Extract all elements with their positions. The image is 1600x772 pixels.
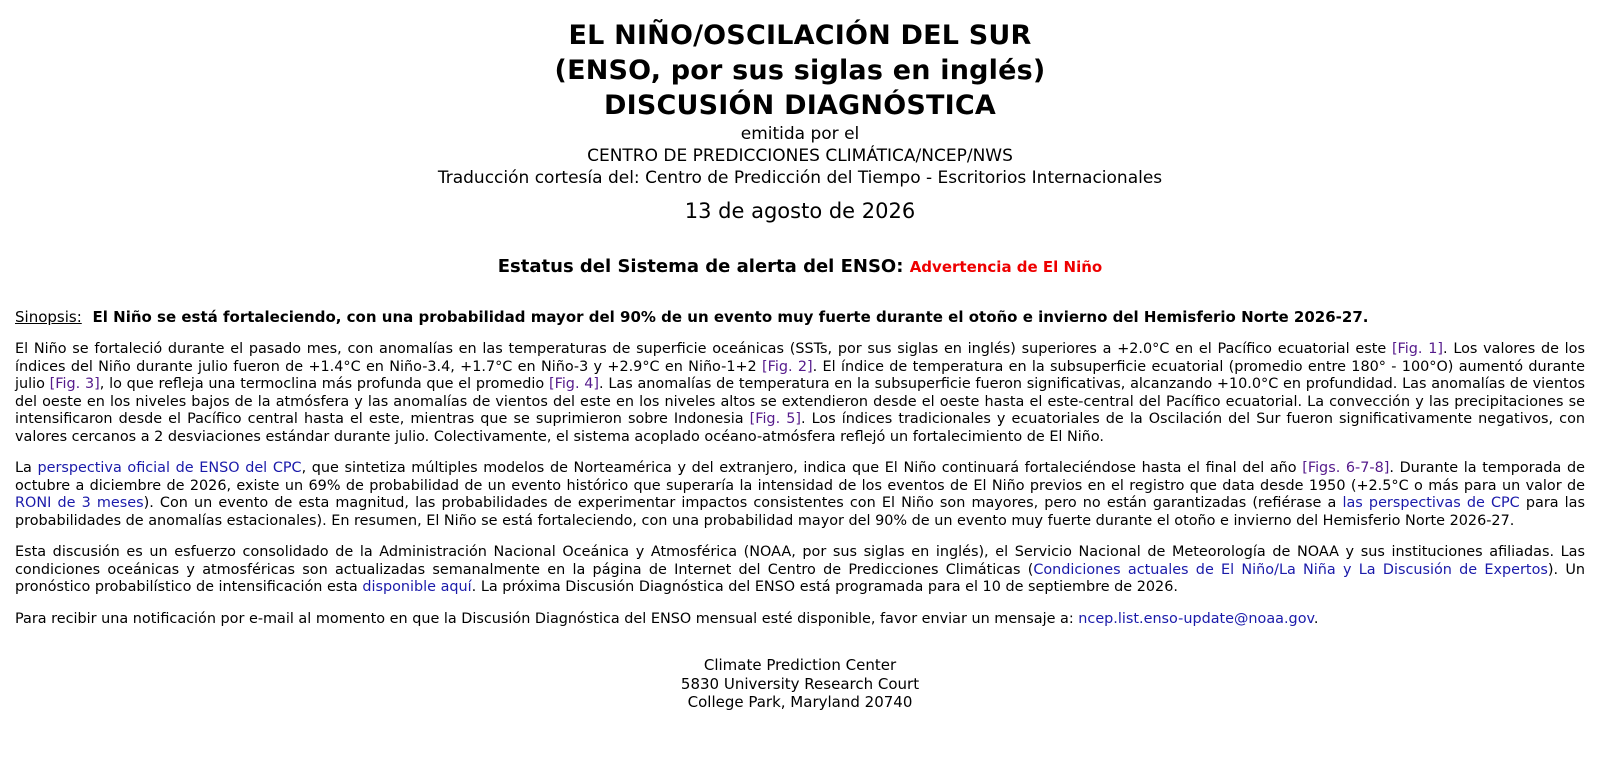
- p1-text: . Los valores de los índices del Niño durante julio fueron de +1.4°C en Niño-3.4, +1.7°C en Niño-3 y +2.9°C en Niño-1+2: [15, 341, 1585, 375]
- fig-5-link[interactable]: [Fig. 5]: [749, 411, 801, 427]
- translation-credit: Traducción cortesía del: Centro de Predicción del Tiempo - Escritorios Internacionales: [437, 168, 1163, 188]
- synopsis: [15, 307, 1585, 327]
- paragraph-about: [15, 544, 1585, 597]
- p2-text: para las probabilidades de anomalías estacionales). En resumen, El Niño se está fortaleciendo, con una probabilidad mayor del 90% de un evento muy fuerte durante el otoño e invierno del Hemisferio Norte 2026-27.: [15, 495, 1585, 529]
- footer-address: [15, 656, 1585, 712]
- issue-date: 13 de agosto de 2026: [684, 199, 916, 223]
- p1-text: , lo que refleja una termoclina más profunda que el promedio: [99, 376, 549, 392]
- paragraph-outlook: [15, 460, 1585, 530]
- p4-text: Para recibir una notificación por e-mail al momento en que la Discusión Diagnóstica del ENSO mensual esté disponible, favor enviar un mensaje a:: [15, 610, 1079, 627]
- email-link[interactable]: ncep.list.enso-update@noaa.gov: [1078, 610, 1314, 627]
- fig-4-link[interactable]: [Fig. 4]: [548, 376, 600, 392]
- fig-1-link[interactable]: [Fig. 1]: [1391, 341, 1443, 357]
- page-title-line-1: EL NIÑO/OSCILACIÓN DEL SUR: [568, 20, 1032, 51]
- figs-6-7-8-link[interactable]: [Figs. 6-7-8]: [1302, 460, 1390, 476]
- page-title-line-2: (ENSO, por sus siglas en inglés): [554, 55, 1046, 86]
- synopsis-text: El Niño se está fortaleciendo, con una probabilidad mayor del 90% de un evento muy fuerte durante el otoño e invierno del Hemisferio Norte 2026-27.: [92, 308, 1369, 326]
- synopsis-label: Sinopsis:: [15, 308, 82, 326]
- cpc-enso-outlook-link[interactable]: perspectiva oficial de ENSO del CPC: [37, 460, 302, 476]
- p1-text: El Niño se fortaleció durante el pasado mes, con anomalías en las temperaturas de superficie oceánicas (SSTs, por sus siglas en inglés) superiores a +2.0°C en el Pacífico ecuatorial este: [15, 341, 1392, 357]
- alert-status: [15, 255, 1585, 279]
- document-header: [15, 18, 1585, 225]
- alert-status-value: Advertencia de El Niño: [909, 258, 1103, 276]
- roni-link[interactable]: RONI de 3 meses: [15, 495, 144, 511]
- available-here-link[interactable]: disponible aquí: [362, 579, 472, 595]
- page-title-line-3: DISCUSIÓN DIAGNÓSTICA: [604, 90, 996, 121]
- issuing-center: CENTRO DE PREDICCIONES CLIMÁTICA/NCEP/NWS: [587, 146, 1013, 166]
- current-conditions-link[interactable]: Condiciones actuales de El Niño/La Niña y La Discusión de Expertos: [1033, 561, 1548, 578]
- cpc-outlooks-link[interactable]: las perspectivas de CPC: [1342, 495, 1520, 511]
- issued-by: emitida por el: [740, 124, 860, 144]
- p3-text: ). Un pronóstico probabilístico de intensificación esta: [15, 561, 1585, 595]
- page: [15, 0, 1585, 712]
- fig-2-link[interactable]: [Fig. 2]: [762, 358, 813, 375]
- p2-text: ). Con un evento de esta magnitud, las probabilidades de experimentar impactos consistentes con El Niño son mayores, pero no están garantizadas (refiérase a: [143, 495, 1343, 511]
- footer-line-2: 5830 University Research Court: [680, 674, 920, 693]
- footer-line-3: College Park, Maryland 20740: [687, 693, 913, 711]
- p1-text: . El índice de temperatura en la subsuperficie ecuatorial (promedio entre 180° - 100°O) aumentó durante julio: [15, 358, 1585, 392]
- p1-text: . Los índices tradicionales y ecuatoriales de la Oscilación del Sur fueron significativamente negativos, con valores cercanos a 2 desviaciones estándar durante julio. Colectivamente, el sistema acoplado océano-atmósfera reflejó un fortalecimiento de El Niño.: [15, 411, 1585, 445]
- p3-text: Esta discusión es un esfuerzo consolidado de la Administración Nacional Oceánica y Atmosférica (NOAA, por sus siglas en inglés), el Servicio Nacional de Meteorología de NOAA y sus instituciones afiliadas. Las condiciones oceánicas y atmosféricas son actualizadas semanalmente en la página de Internet del Centro de Predicciones Climáticas (: [15, 544, 1585, 578]
- fig-3-link[interactable]: [Fig. 3]: [49, 376, 100, 392]
- p2-text: . Durante la temporada de octubre a diciembre de 2026, existe un 69% de probabilidad de un evento histórico que superaría la intensidad de los eventos de El Niño previos en el registro que data desde 1950 (+2.5°C o más para un valor de: [15, 460, 1585, 494]
- paragraph-email: [15, 611, 1585, 629]
- p4-text: .: [1313, 610, 1319, 627]
- p3-text: . La próxima Discusión Diagnóstica del ENSO está programada para el 10 de septiembre de 2026.: [471, 579, 1178, 595]
- p2-text: , que sintetiza múltiples modelos de Norteamérica y del extranjero, indica que El Niño continuará fortaleciéndose hasta el final del año: [301, 460, 1303, 476]
- alert-status-label: Estatus del Sistema de alerta del ENSO:: [497, 256, 904, 277]
- paragraph-current-conditions: [15, 341, 1585, 446]
- footer-line-1: Climate Prediction Center: [703, 656, 897, 674]
- p1-text: . Las anomalías de temperatura en la subsuperficie fueron significativas, alcanzando +10.0°C en profundidad. Las anomalías de vientos del oeste en los niveles bajos de la atmósfera y las anomalías de vientos del este en los niveles altos se extendieron desde el oeste hasta el este-central del Pacífico ecuatorial. La convección y las precipitaciones se intensificaron desde el Pacífico central hasta el este, mientras que se suprimieron sobre Indonesia: [15, 376, 1586, 427]
- p2-text: La: [15, 460, 38, 476]
